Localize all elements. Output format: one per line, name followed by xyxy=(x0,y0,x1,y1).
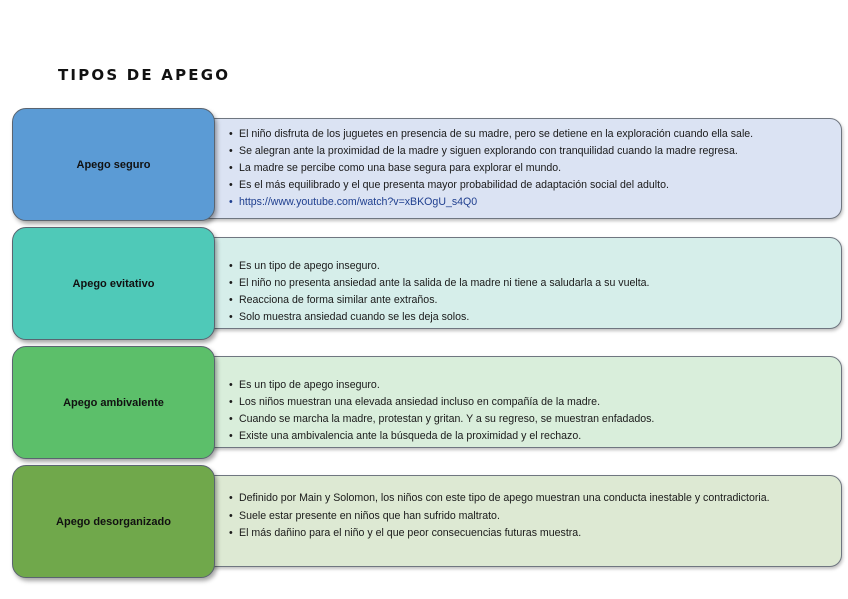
bullet-list xyxy=(227,258,841,326)
list-item: • El más dañino para el niño y el que peor consecuencias futuras muestra. xyxy=(227,525,781,542)
list-item: • El niño no presenta ansiedad ante la salida de la madre ni tiene a saludarla a su vuelta. xyxy=(227,275,841,292)
type-label: Apego desorganizado xyxy=(56,515,171,528)
bullet-list xyxy=(227,491,781,542)
list-item: • Los niños muestran una elevada ansiedad incluso en compañía de la madre. xyxy=(227,394,841,411)
row-apego-desorganizado xyxy=(0,465,848,571)
list-item: • Suele estar presente en niños que han sufrido maltrato. xyxy=(227,508,781,525)
list-item: • Definido por Main y Solomon, los niños con este tipo de apego muestran una conducta inestable y contradictoria. xyxy=(227,491,781,508)
row-apego-ambivalente xyxy=(0,346,848,452)
type-label: Apego evitativo xyxy=(72,277,155,290)
page-title: TIPOS DE APEGO xyxy=(58,66,231,84)
type-label: Apego ambivalente xyxy=(63,396,164,409)
type-label: Apego seguro xyxy=(76,158,151,171)
detail-box-apego-seguro xyxy=(196,118,842,219)
list-item: • Es un tipo de apego inseguro. xyxy=(227,258,841,275)
detail-box-apego-ambivalente xyxy=(196,356,842,448)
list-item: • Existe una ambivalencia ante la búsqueda de la proximidad y el rechazo. xyxy=(227,428,841,445)
list-item: • La madre se percibe como una base segura para explorar el mundo. xyxy=(227,160,841,177)
list-item: • Solo muestra ansiedad cuando se les deja solos. xyxy=(227,309,841,326)
list-item: • Es el más equilibrado y el que presenta mayor probabilidad de adaptación social del adulto. xyxy=(227,177,841,194)
bullet-list xyxy=(227,126,841,211)
row-apego-seguro xyxy=(0,108,848,214)
detail-box-apego-evitativo xyxy=(196,237,842,329)
list-item: • Se alegran ante la proximidad de la madre y siguen explorando con tranquilidad cuando la madre regresa. xyxy=(227,143,841,160)
label-box-apego-ambivalente xyxy=(12,346,215,459)
label-box-apego-evitativo xyxy=(12,227,215,340)
list-item: • Reacciona de forma similar ante extraños. xyxy=(227,292,841,309)
row-apego-evitativo xyxy=(0,227,848,333)
list-item: • Cuando se marcha la madre, protestan y gritan. Y a su regreso, se muestran enfadados. xyxy=(227,411,841,428)
youtube-link[interactable]: • https://www.youtube.com/watch?v=xBKOgU_s4Q0 xyxy=(227,194,841,211)
detail-box-apego-desorganizado xyxy=(196,475,842,567)
label-box-apego-seguro xyxy=(12,108,215,221)
list-item: • El niño disfruta de los juguetes en presencia de su madre, pero se detiene en la exploración cuando ella sale. xyxy=(227,126,841,143)
list-item: • Es un tipo de apego inseguro. xyxy=(227,377,841,394)
bullet-list xyxy=(227,377,841,445)
label-box-apego-desorganizado xyxy=(12,465,215,578)
